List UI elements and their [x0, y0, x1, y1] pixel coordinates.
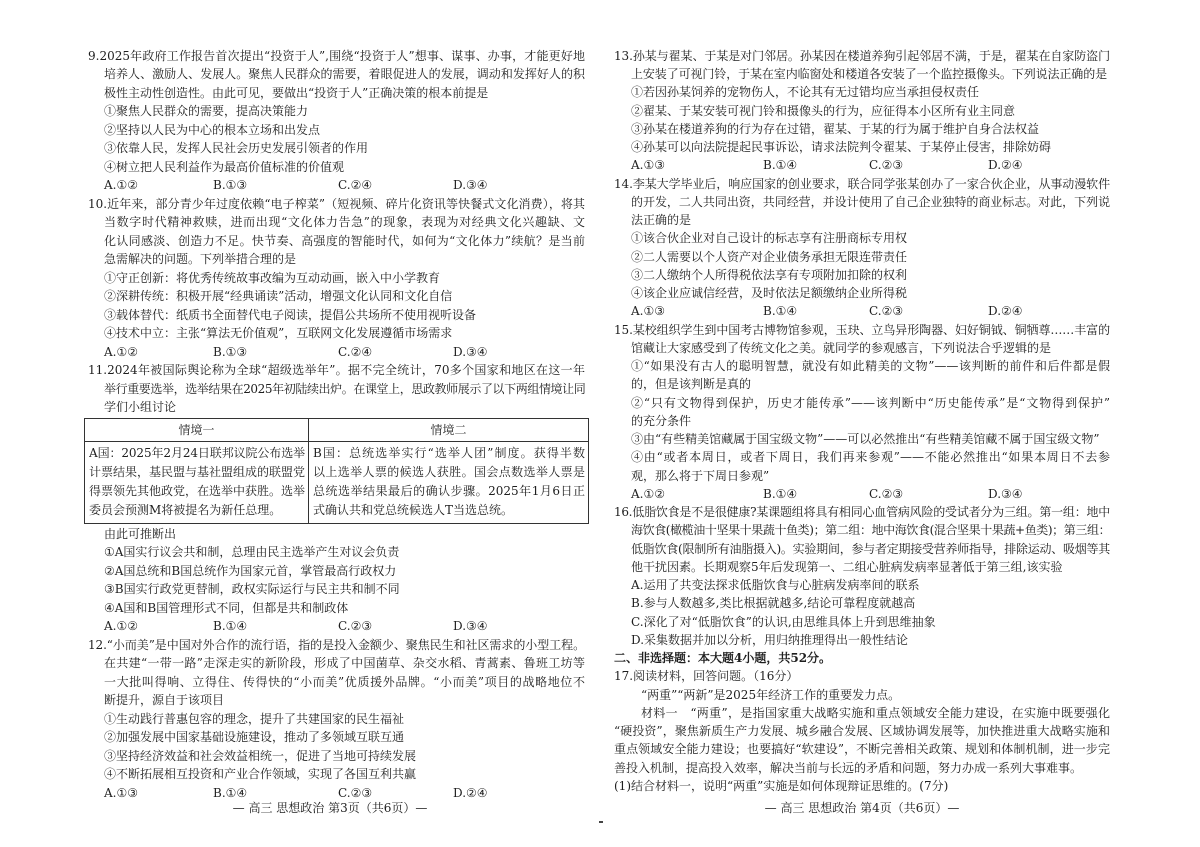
choice-b: B.①④: [763, 304, 798, 319]
option-1: ①“如果没有古人的聪明智慧，就没有如此精美的文物”——该判断的前件和后件都是假: [631, 359, 1110, 374]
option-2: ②A国总统和B国总统作为国家元首，掌管最高行政权力: [104, 563, 397, 578]
choice-c: C.②③: [338, 619, 373, 634]
question-stem-line: 培养人、激励人、发展人。聚焦人民群众的需要，着眼促进人的发展，调动和发挥好人的积: [104, 67, 585, 82]
option-2: ②深耕传统：积极开展“经典诵读”活动，增强文化认同和文化自信: [104, 289, 453, 304]
question-9: [88, 47, 585, 195]
material-line: 重点领域安全能力建设；也要搞好“软建设”，不断完善相关政策、规划和体制机制，进一步完: [614, 742, 1110, 757]
option-4: ④由“或者本周日，或者下周日，我们再来参观”——不能必然推出“如果本周日不去参: [631, 450, 1110, 465]
table-cell-line: A国：2025年2月24日联邦议院公布选举: [89, 445, 305, 460]
choice-a: A.①②: [104, 178, 138, 193]
table-cell-line: 得票领先其他政党，在选举中获胜。选举: [89, 484, 305, 499]
table-cell-line: 计票结果，基民盟与基社盟组成的联盟党: [89, 464, 305, 479]
question-stem-line: 法正确的是: [631, 213, 692, 228]
table-cell-line: B国：总统选举实行“选举人团”制度。获得半数: [313, 445, 585, 460]
material-line: “硬投资”，聚焦新质生产力发展、城乡融合发展、区域协调发展等，加快推进重大战略实施和: [614, 724, 1110, 739]
option-d: D.采集数据并加以分析，用归纳推理得出一般性结论: [631, 632, 909, 647]
answer-choices: [88, 176, 585, 195]
choice-c: C.②③: [869, 158, 904, 173]
option-a: A.运用了共变法探求低脂饮食与心脏病发病率间的联系: [631, 578, 920, 593]
table-cell-line: 以上选举人票的候选人获胜。国会点数选举人票是: [313, 464, 585, 479]
option-2-continued: 的充分条件: [631, 413, 692, 428]
question-stem-line: 上安装了可视门铃，于某在室内临窗处和楼道各安装了一个监控摄像头。下列说法正确的是: [631, 67, 1108, 82]
option-2: ②加强发展中国家基础设施建设，推动了多领域互联互通: [104, 730, 405, 745]
choice-c: C.②④: [338, 178, 373, 193]
choice-c: C.②④: [338, 344, 373, 359]
table-cell-line: 委员会预测M将被提名为新任总理。: [89, 503, 282, 518]
answer-choices: [88, 617, 585, 636]
question-stem-line: 断提升，源自于该项目: [104, 693, 225, 708]
option-4: ④孙某可以向法院提起民事诉讼，请求法院判令翟某、于某停止侵害，排除妨碍: [631, 140, 1052, 155]
choice-b: B.①③: [213, 344, 248, 359]
table-cell-country-b: [309, 442, 588, 523]
section-heading: 二、非选择题：本大题4小题，共52分。: [614, 651, 832, 666]
question-stem-line: 化认同感淡、创造力不足。快节奏、高强度的智能时代，如何为“文化体力”续航？是当前: [104, 233, 585, 248]
question-stem-line: 的开发，二人共同出资，共同经营，并设计使用了自己企业独特的商业标志。对此，下列说: [631, 194, 1110, 209]
choice-a: A.①②: [104, 619, 138, 634]
question-stem-line: 10.近年来，部分青少年过度依赖“电子榨菜”（短视频、碎片化资讯等快餐式文化消费），将其: [88, 196, 585, 211]
question-stem-line: 举行重要选举，选举结果在2025年初陆续出炉。在课堂上，思政教师展示了以下两组情境让同: [104, 381, 585, 396]
question-stem-line: 低脂饮食(限制所有油脂摄入)。实验期间，参与者定期接受营养师指导，排除运动、吸烟等其: [631, 541, 1110, 556]
option-1: ①该合伙企业对自己设计的标志享有注册商标专用权: [631, 231, 908, 246]
question-10: [88, 195, 585, 362]
choice-c: C.②③: [338, 785, 373, 800]
option-1: ①聚焦人民群众的需要，提高决策能力: [104, 104, 309, 119]
option-2: ②“只有文物得到保护，历史才能传承”——该判断中“历史能传承”是“文物得到保护”: [631, 395, 1110, 410]
option-3: ③载体替代：纸质书全面替代电子阅读，提倡公共场所不使用视听设备: [104, 307, 477, 322]
answer-choices: [88, 343, 585, 362]
choice-d: D.②④: [988, 304, 1023, 319]
question-title: 17.阅读材料，回答问题。（16分）: [614, 669, 799, 684]
fold-mark: [599, 821, 603, 823]
question-stem-line: 学们小组讨论: [104, 400, 177, 415]
choice-a: A.①②: [104, 344, 138, 359]
option-3: ③由“有些精美馆藏属于国宝级文物”——可以必然推出“有些精美馆藏不属于国宝级文物”: [631, 432, 1100, 447]
question-stem-line: 在共建“一带一路”走深走实的新阶段，形成了中国菌草、杂交水稻、青蒿素、鲁班工坊等: [104, 656, 585, 671]
option-1: ①生动践行普惠包容的理念，提升了共建国家的民生福祉: [104, 711, 405, 726]
choice-b: B.①③: [213, 178, 248, 193]
option-4: ④技术中立：主张“算法无价值观”，互联网文化发展遵循市场需求: [104, 326, 453, 341]
sub-question: (1)结合材料一，说明“两重”实施是如何体现辩证思维的。(7分): [614, 778, 949, 793]
question-17: [614, 667, 1110, 795]
choice-a: A.①②: [631, 486, 665, 501]
question-stem-line: 11.2024年被国际舆论称为全球“超级选举年”。据不完全统计，70多个国家和地区在这一年: [88, 363, 585, 378]
option-4: ④该企业应诚信经营，及时依法足额缴纳企业所得税: [631, 286, 908, 301]
option-2: ②二人需要以个人资产对企业债务承担无限连带责任: [631, 249, 908, 264]
option-3: ③二人缴纳个人所得税依法享有专项附加扣除的权利: [631, 267, 908, 282]
question-15: [614, 321, 1110, 504]
option-b: B.参与人数越多,类比根据就越多,结论可靠程度就越高: [631, 596, 916, 611]
choice-b: B.①④: [213, 785, 248, 800]
page-footer: — 高三 思想政治 第4页（共6页）—: [764, 801, 960, 815]
question-11: [88, 361, 585, 636]
question-stem-line: 他干扰因素。长期观察5年后发现第一、二组心脏病发病率显著低于第三组,该实验: [631, 559, 1063, 574]
option-1: ①若因孙某饲养的宠物伤人，不论其有无过错均应当承担侵权责任: [631, 85, 980, 100]
question-lead: 由此可推断出: [104, 526, 177, 541]
choice-d: D.③④: [453, 619, 488, 634]
option-4-continued: 观，那么将于下周日参观”: [631, 468, 770, 483]
question-stem-line: 馆藏让大家感受到了传统文化之美。就同学的参观感言，下列说法合乎逻辑的是: [631, 340, 1052, 355]
choice-b: B.①④: [213, 619, 248, 634]
choice-a: A.①③: [631, 304, 665, 319]
option-2: ②翟某、于某安装可视门铃和摄像头的行为，应征得本小区所有业主同意: [631, 103, 1016, 118]
page-footer: — 高三 思想政治 第3页（共6页）—: [232, 801, 428, 815]
choice-d: D.③④: [453, 178, 488, 193]
question-stem-line: 9.2025年政府工作报告首次提出“投资于人”,围绕“投资于人”想事、谋事、办事，才能更好地: [88, 48, 585, 63]
question-12: [88, 636, 585, 803]
choice-b: B.①④: [763, 486, 798, 501]
option-c: C.深化了对“低脂饮食”的认识,由思维具体上升到思维抽象: [631, 614, 936, 629]
question-stem-line: 16.低脂饮食是不是很健康?某课题组将具有相同心血管病风险的受试者分为三组。第一组：地中: [614, 505, 1110, 520]
question-stem-line: 急需解决的问题。下列举措合理的是: [104, 252, 297, 267]
choice-c: C.②③: [869, 486, 904, 501]
question-stem-line: 12.“小而美”是中国对外合作的流行语，指的是投入金额少、聚焦民生和社区需求的小型工程。: [88, 637, 585, 652]
table-header-scenario-1: 情境一: [85, 419, 309, 442]
choice-c: C.②③: [869, 304, 904, 319]
page-3: [88, 47, 585, 803]
answer-choices: [614, 485, 1110, 503]
question-14: [614, 175, 1110, 321]
choice-d: D.③④: [453, 344, 488, 359]
page-4: [614, 47, 1110, 795]
option-3: ③孙某在楼道养狗的行为存在过错，翟某、于某的行为属于维护自身合法权益: [631, 121, 1040, 136]
question-stem-line: 15.某校组织学生到中国考古博物馆参观，玉玦、立鸟异形陶器、妇好铜钺、铜牺尊……丰富的: [614, 322, 1110, 337]
option-3: ③B国实行政党更替制，政权实际运行与民主共和制不同: [104, 582, 400, 597]
option-4: ④树立把人民利益作为最高价值标准的价值观: [104, 159, 345, 174]
option-3: ③依靠人民，发挥人民社会历史发展引领者的作用: [104, 141, 369, 156]
option-3: ③坚持经济效益和社会效益相统一，促进了当地可持续发展: [104, 748, 417, 763]
question-stem-line: 当数字时代精神救赎，进而出现“文化体力告急”的现象，表现为对经典文化兴趣缺、文: [104, 215, 585, 230]
choice-d: D.②④: [453, 785, 488, 800]
choice-a: A.①③: [104, 785, 138, 800]
table-cell-line: 式确认共和党总统候选人T当选总统。: [313, 503, 514, 518]
question-stem-line: 一大批叫得响、立得住、传得快的“小而美”优质援外品牌。“小而美”项目的战略地位不: [104, 674, 585, 689]
material-line: 善投入机制，提高投入效率，解决当前与长远的矛盾和问题，努力办成一系列大事难事。: [614, 760, 1083, 775]
question-16: [614, 503, 1110, 649]
choice-d: D.③④: [988, 486, 1023, 501]
question-stem-line: 13.孙某与翟某、于某是对门邻居。孙某因在楼道养狗引起邻居不满，于是，翟某在自家防盗门: [614, 48, 1110, 63]
option-4: ④A国和B国管理形式不同，但都是共和制政体: [104, 600, 349, 615]
question-stem-line: 极性主动性创造性。由此可见，要做出“投资于人”正确决策的根本前提是: [104, 85, 489, 100]
answer-choices: [614, 156, 1110, 174]
question-stem-line: 14.李某大学毕业后，响应国家的创业要求，联合同学张某创办了一家合伙企业，从事动漫软件: [614, 176, 1110, 191]
option-1: ①守正创新：将优秀传统故事改编为互动动画，嵌入中小学教育: [104, 270, 441, 285]
answer-choices: [614, 302, 1110, 320]
table-cell-country-a: [85, 442, 309, 523]
question-stem-line: 海饮食(橄榄油十坚果十果蔬十鱼类)；第二组：地中海饮食(混合坚果十果蔬+鱼类)；第三组：: [631, 523, 1110, 538]
choice-b: B.①④: [763, 158, 798, 173]
choice-a: A.①③: [631, 158, 665, 173]
option-1-continued: 的，但是该判断是真的: [631, 377, 752, 392]
question-13: [614, 47, 1110, 175]
choice-d: D.②④: [988, 158, 1023, 173]
table-header-scenario-2: 情境二: [309, 419, 588, 442]
option-4: ④不断拓展相互投资和产业合作领域，实现了各国互利共赢: [104, 767, 417, 782]
option-1: ①A国实行议会共和制，总理由民主选举产生对议会负责: [104, 545, 400, 560]
scenario-table: [84, 418, 589, 524]
material-line: 材料一 “两重”，是指国家重大战略实施和重点领域安全能力建设，在实施中既要强化: [641, 705, 1110, 720]
table-cell-line: 总统选举结果最后的确认步骤。2025年1月6日正: [313, 484, 585, 499]
option-2: ②坚持以人民为中心的根本立场和出发点: [104, 122, 321, 137]
question-intro: “两重”“两新”是2025年经济工作的重要发力点。: [641, 687, 901, 702]
